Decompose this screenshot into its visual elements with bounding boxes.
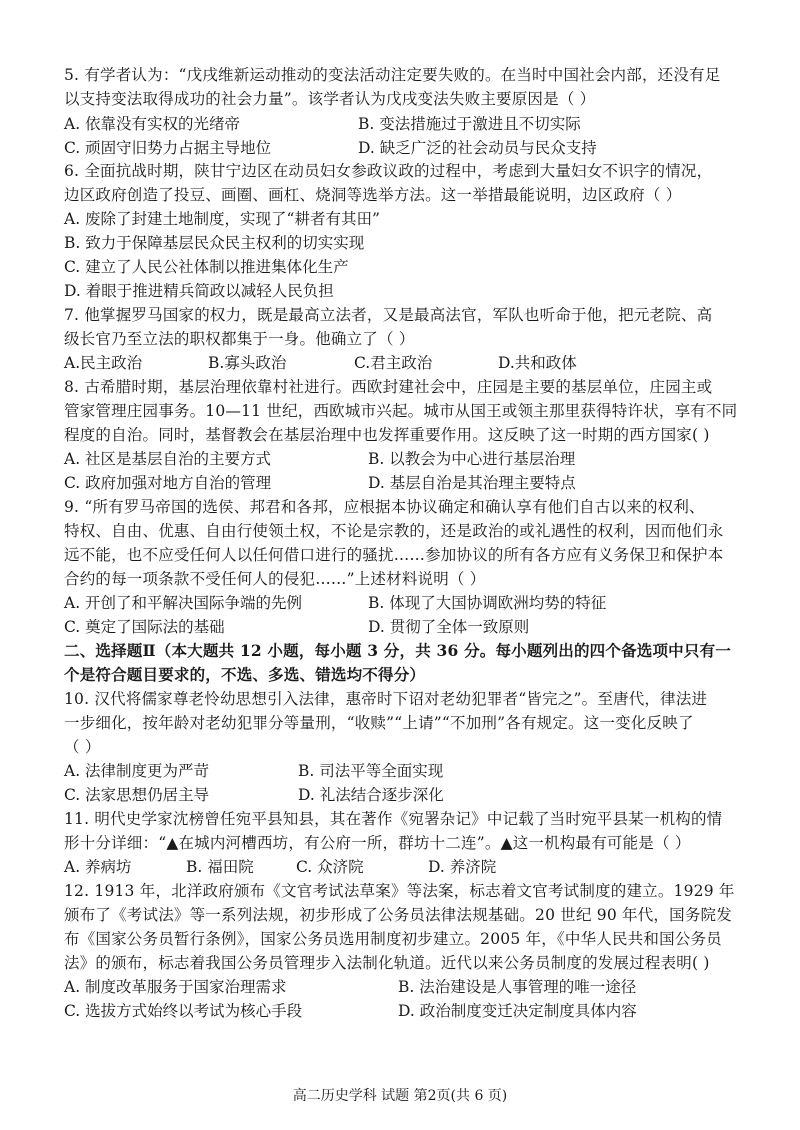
question-8-option-d: D. 基层自治是其治理主要特点 bbox=[368, 474, 576, 492]
question-11-option-c: C. 众济院 bbox=[296, 858, 364, 876]
question-8-line-3: 程度的自治。同时，基督教会在基层治理中也发挥重要作用。这反映了这一时期的西方国家( ) bbox=[64, 426, 710, 444]
question-9-option-c: C. 奠定了国际法的基础 bbox=[64, 618, 225, 636]
section-2-heading-line-1: 二、选择题Ⅱ（本大题共 12 小题，每小题 3 分，共 36 分。每小题列出的四个备选项中只有一 bbox=[64, 641, 731, 660]
question-9-line-4: 合约的每一项条款不受任何人的侵犯……”上述材料说明（ ） bbox=[64, 570, 486, 588]
question-10-line-2: 一步细化，按年龄对老幼犯罪分等量刑，“收赎”“上请”“不加刑”各有规定。这一变化反映了 bbox=[64, 714, 694, 732]
question-11-line-1: 11. 明代史学家沈榜曾任宛平县知县，其在著作《宛署杂记》中记载了当时宛平县某一机构的情 bbox=[64, 810, 723, 828]
question-5-line-2: 以支持变法取得成功的社会力量”。该学者认为戊戌变法失败主要原因是（ ） bbox=[64, 90, 596, 108]
question-8-line-2: 管家管理庄园事务。10—11 世纪，西欧城市兴起。城市从国王或领主那里获得特许状，享有不同 bbox=[64, 402, 738, 420]
question-11-line-2: 形十分详细：“▲在城内河槽西坊，有公府一所，群坊十二连”。▲这一机构最有可能是（ ） bbox=[64, 834, 691, 852]
question-7-option-d: D.共和政体 bbox=[498, 354, 577, 372]
question-6-option-c: C. 建立了人民公社体制以推进集体化生产 bbox=[64, 258, 349, 276]
question-10-line-3: （ ） bbox=[64, 738, 101, 756]
question-7-option-a: A.民主政治 bbox=[64, 354, 143, 372]
question-9-option-d: D. 贯彻了全体一致原则 bbox=[368, 618, 530, 636]
question-9-line-3: 远不能，也不应受任何人以任何借口进行的骚扰……参加协议的所有各方应有义务保卫和保护本 bbox=[64, 546, 724, 564]
section-2-heading-line-2: 个是符合题目要求的，不选、多选、错选均不得分） bbox=[64, 665, 426, 684]
question-11-option-a: A. 养病坊 bbox=[64, 858, 132, 876]
question-11-option-d: D. 养济院 bbox=[428, 858, 497, 876]
page-footer: 高二历史学科 试题 第2页(共 6 页) bbox=[292, 1088, 508, 1104]
question-7-line-2: 级长官乃至立法的职权都集于一身。他确立了（ ） bbox=[64, 330, 415, 348]
question-5-option-b: B. 变法措施过于激进且不切实际 bbox=[358, 115, 581, 133]
question-9-option-a: A. 开创了和平解决国际争端的先例 bbox=[64, 594, 303, 612]
question-6-option-a: A. 废除了封建土地制度，实现了“耕者有其田” bbox=[64, 210, 380, 228]
question-6-option-d: D. 着眼于推进精兵简政以减轻人民负担 bbox=[64, 282, 334, 300]
question-11-option-b: B. 福田院 bbox=[186, 858, 254, 876]
question-10-line-1: 10. 汉代将儒家尊老怜幼思想引入法律，惠帝时下诏对老幼犯罪者“皆完之”。至唐代，律法进 bbox=[64, 690, 708, 708]
question-12-line-3: 布《国家公务员暂行条例》，国家公务员选用制度初步建立。2005 年，《中华人民共和国公务员 bbox=[64, 930, 722, 948]
question-9-line-1: 9. “所有罗马帝国的选侯、邦君和各邦，应根据本协议确定和确认享有他们自古以来的权利、 bbox=[64, 498, 705, 516]
question-6-line-2: 边区政府创造了投豆、画圈、画杠、烧洞等选举方法。这一举措最能说明，边区政府（ ） bbox=[64, 186, 682, 204]
question-9-line-2: 特权、自由、优惠、自由行使领土权，不论是宗教的，还是政治的或礼遇性的权利，因而他们永 bbox=[64, 522, 724, 540]
question-6-option-b: B. 致力于保障基层民众民主权利的切实实现 bbox=[64, 234, 365, 252]
question-12-option-d: D. 政治制度变迁决定制度具体内容 bbox=[398, 1002, 637, 1020]
question-12-option-a: A. 制度改革服务于国家治理需求 bbox=[64, 978, 287, 996]
question-7-option-b: B.寡头政治 bbox=[208, 354, 287, 372]
question-7-option-c: C.君主政治 bbox=[354, 354, 433, 372]
question-5-option-c: C. 顽固守旧势力占据主导地位 bbox=[64, 139, 272, 157]
question-5-option-a: A. 依靠没有实权的光绪帝 bbox=[64, 115, 241, 133]
question-10-option-c: C. 法家思想仍居主导 bbox=[64, 786, 210, 804]
question-5-option-d: D. 缺乏广泛的社会动员与民众支持 bbox=[358, 139, 597, 157]
question-8-option-a: A. 社区是基层自治的主要方式 bbox=[64, 450, 272, 468]
question-8-line-1: 8. 古希腊时期，基层治理依靠村社进行。西欧封建社会中，庄园是主要的基层单位，庄园主或 bbox=[64, 378, 713, 396]
question-8-option-b: B. 以教会为中心进行基层治理 bbox=[368, 450, 576, 468]
question-6-line-1: 6. 全面抗战时期，陕甘宁边区在动员妇女参政议政的过程中，考虑到大量妇女不识字的情况， bbox=[64, 162, 713, 180]
question-5-line-1: 5. 有学者认为：“戊戌维新运动推动的变法活动注定要失败的。在当时中国社会内部，还没有足 bbox=[64, 66, 721, 84]
question-12-line-1: 12. 1913 年，北洋政府颁布《文官考试法草案》等法案，标志着文官考试制度的建立。1929 年 bbox=[64, 882, 735, 900]
question-10-option-a: A. 法律制度更为严苛 bbox=[64, 762, 210, 780]
question-12-option-b: B. 法治建设是人事管理的唯一途径 bbox=[398, 978, 637, 996]
question-10-option-d: D. 礼法结合逐步深化 bbox=[298, 786, 444, 804]
question-12-line-2: 颁布了《考试法》等一系列法规，初步形成了公务员法律法规基础。20 世纪 90 年代，国务院发 bbox=[64, 906, 732, 924]
question-7-line-1: 7. 他掌握罗马国家的权力，既是最高立法者，又是最高法官，军队也听命于他，把元老院、高 bbox=[64, 306, 713, 324]
question-8-option-c: C. 政府加强对地方自治的管理 bbox=[64, 474, 272, 492]
question-9-option-b: B. 体现了大国协调欧洲均势的特征 bbox=[368, 594, 607, 612]
question-10-option-b: B. 司法平等全面实现 bbox=[298, 762, 444, 780]
question-12-line-4: 法》的颁布，标志着我国公务员管理步入法制化轨道。近代以来公务员制度的发展过程表明( ) bbox=[64, 954, 710, 972]
question-12-option-c: C. 选拔方式始终以考试为核心手段 bbox=[64, 1002, 303, 1020]
